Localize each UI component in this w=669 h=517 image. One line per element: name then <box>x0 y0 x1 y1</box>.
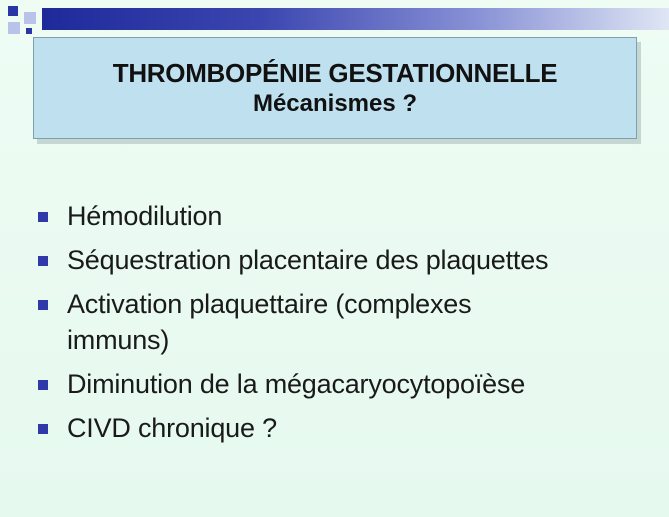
bullet-item <box>38 366 648 402</box>
bullet-item <box>38 198 648 234</box>
bullet-text: Diminution de la mégacaryocytopoïèse <box>67 369 526 399</box>
decorative-square <box>8 22 20 34</box>
bullet-text: Hémodilution <box>67 201 223 231</box>
bullet-text: CIVD chronique ? <box>67 413 277 443</box>
decorative-square <box>26 28 32 34</box>
square-bullet-icon <box>38 380 48 390</box>
decorative-square <box>24 12 36 24</box>
slide-subtitle: Mécanismes ? <box>252 90 418 117</box>
bullet-item <box>38 242 648 278</box>
header-band <box>42 8 669 30</box>
bullet-text: Séquestration placentaire des plaquettes <box>67 245 549 275</box>
decorative-square <box>8 6 18 16</box>
slide-title: THROMBOPÉNIE GESTATIONNELLE <box>112 58 558 88</box>
bullet-item <box>38 410 648 446</box>
square-bullet-icon <box>38 424 48 434</box>
square-bullet-icon <box>38 256 48 266</box>
bullet-item <box>38 286 648 358</box>
square-bullet-icon <box>38 300 48 310</box>
bullet-text: Activation plaquettaire (complexes immuns) <box>67 289 472 355</box>
bullet-list <box>38 198 648 454</box>
square-bullet-icon <box>38 212 48 222</box>
title-box <box>33 37 637 139</box>
